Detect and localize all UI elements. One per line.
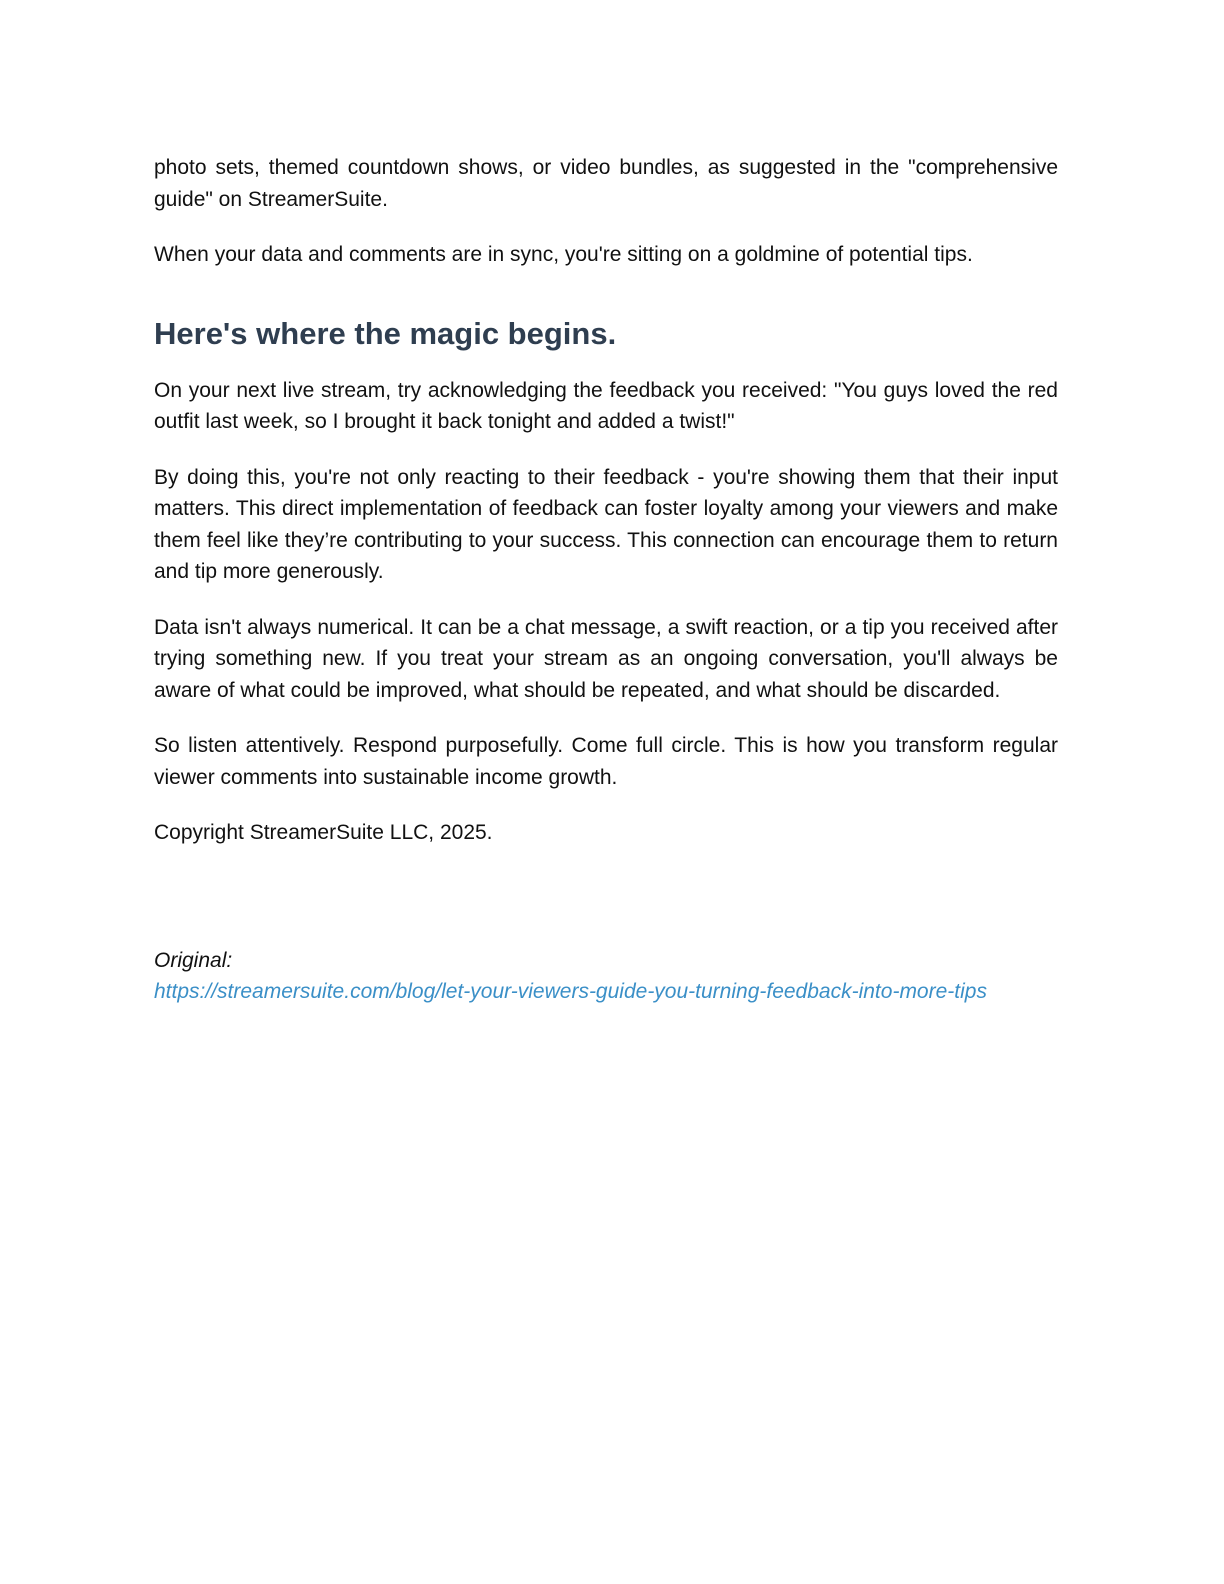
copyright-text: Copyright StreamerSuite LLC, 2025. [154,821,493,844]
paragraph-listen: So listen attentively. Respond purposefully. Come full circle. This is how you transform regular viewer comments into sustainable income growth. [154,734,1058,789]
paragraph-feedback-loyalty: By doing this, you're not only reacting to their feedback - you're showing them that their input matters. This direct implementation of feedback can foster loyalty among your viewers and make them feel like they’re contributing to your success. This connection can encourage them to return and tip more generously. [154,465,1058,583]
section-heading: Here's where the magic begins. [154,315,617,351]
paragraph-data-numerical: Data isn't always numerical. It can be a chat message, a swift reaction, or a tip you received after trying something new. If you treat your stream as an ongoing conversation, you'll always be aware of what could be improved, what should be repeated, and what should be discarded. [154,615,1058,702]
original-source-link[interactable]: https://streamersuite.com/blog/let-your-viewers-guide-you-turning-feedback-into-more-tips [154,980,987,1003]
spacer [154,873,1058,945]
paragraph-live-stream: On your next live stream, try acknowledging the feedback you received: "You guys loved the red outfit last week, so I brought it back tonight and added a twist!" [154,378,1058,433]
original-label: Original: [154,948,233,972]
document-page [154,152,1058,1008]
paragraph-sync: When your data and comments are in sync, you're sitting on a goldmine of potential tips. [154,243,973,266]
paragraph-continued: photo sets, themed countdown shows, or video bundles, as suggested in the "comprehensive guide" on StreamerSuite. [154,156,1058,211]
